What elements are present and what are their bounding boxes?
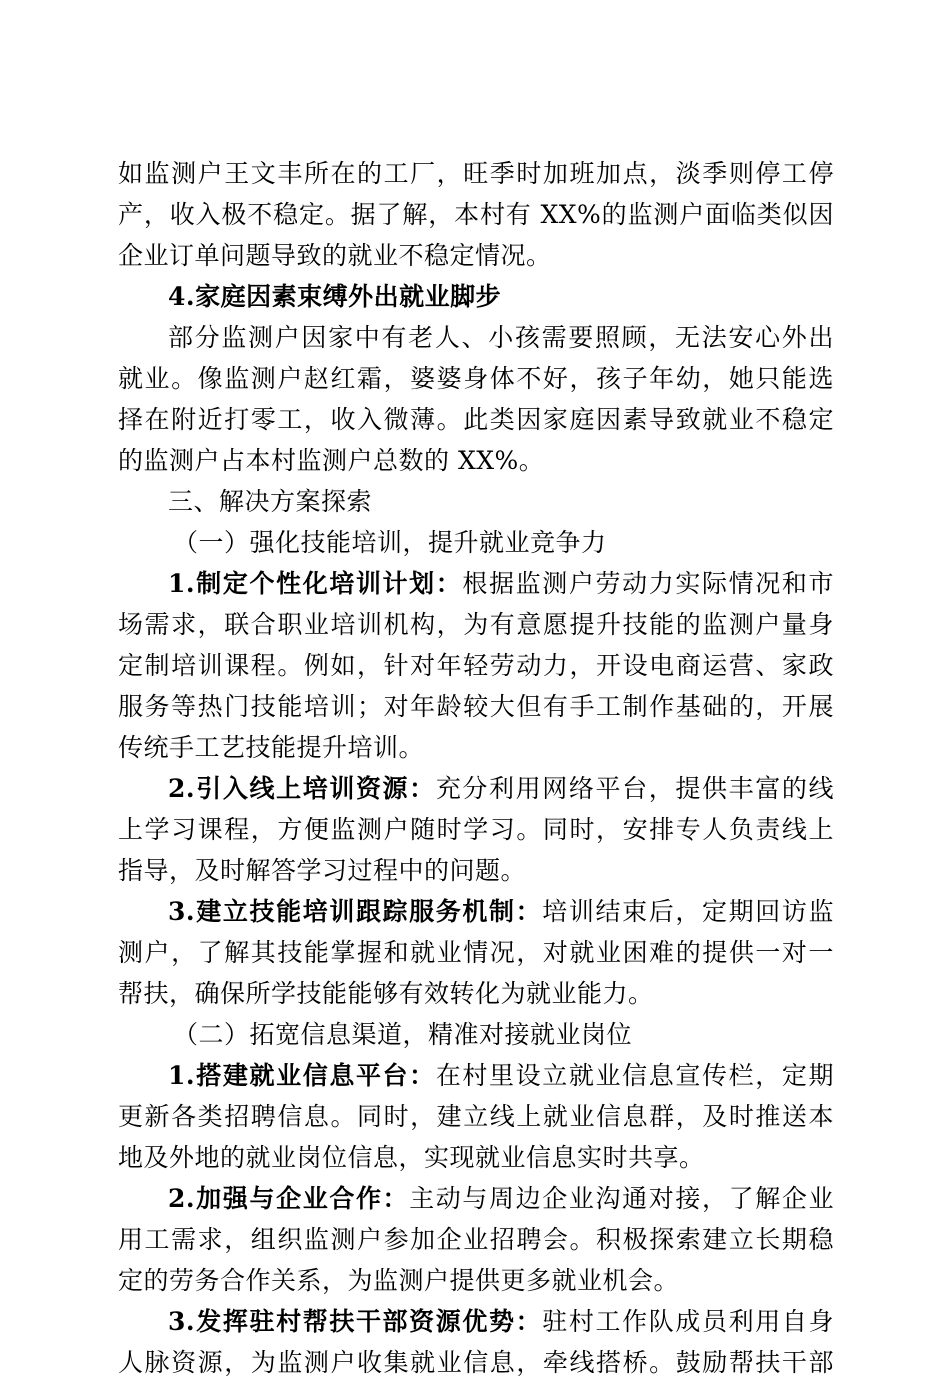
body-text-line: 测户，了解其技能掌握和就业情况，对就业困难的提供一对一 [118, 938, 834, 967]
list-item-title: 1.搭建就业信息平台： [168, 1061, 436, 1090]
list-item-text: 在村里设立就业信息宣传栏，定期 [435, 1061, 834, 1090]
body-text-line: 如监测户王文丰所在的工厂，旺季时加班加点，淡季则停工停 [118, 159, 834, 188]
subsection-heading: 4.家庭因素束缚外出就业脚步 [168, 282, 502, 311]
body-text-line: 地及外地的就业岗位信息，实现就业信息实时共享。 [118, 1143, 705, 1172]
section-heading: 三、解决方案探索 [168, 487, 373, 516]
body-text-line: 指导，及时解答学习过程中的问题。 [118, 856, 527, 885]
list-item-title: 2.加强与企业合作： [168, 1184, 410, 1213]
body-text-line: 场需求，联合职业培训机构，为有意愿提升技能的监测户量身 [118, 610, 834, 639]
list-item-first-line [118, 768, 834, 809]
list-item-text: 驻村工作队成员利用自身 [542, 1307, 834, 1336]
body-text-line: 就业。像监测户赵红霜，婆婆身体不好，孩子年幼，她只能选 [118, 364, 834, 393]
body-text-line: 传统手工艺技能提升培训。 [118, 733, 425, 762]
subsection-heading: （二）拓宽信息渠道，精准对接就业岗位 [173, 1020, 633, 1049]
body-text-line: 人脉资源，为监测户收集就业信息，牵线搭桥。鼓励帮扶干部 [118, 1348, 834, 1377]
list-item-first-line [118, 1178, 834, 1219]
body-text-line: 的监测户占本村监测户总数的 XX%。 [118, 446, 545, 475]
list-item-text: 充分利用网络平台，提供丰富的线 [435, 774, 834, 803]
body-text-line: 帮扶，确保所学技能能够有效转化为就业能力。 [118, 979, 654, 1008]
document-page [118, 153, 834, 1383]
list-item-title: 3.发挥驻村帮扶干部资源优势： [168, 1307, 543, 1336]
list-item-text: 根据监测户劳动力实际情况和市 [462, 569, 834, 598]
body-text-line: 用工需求，组织监测户参加企业招聘会。积极探索建立长期稳 [118, 1225, 834, 1254]
body-text-line: 择在附近打零工，收入微薄。此类因家庭因素导致就业不稳定 [118, 405, 834, 434]
list-item-text: 主动与周边企业沟通对接，了解企业 [409, 1184, 834, 1213]
body-text-line: 更新各类招聘信息。同时，建立线上就业信息群，及时推送本 [118, 1102, 834, 1131]
body-text-line: 定制培训课程。例如，针对年轻劳动力，开设电商运营、家政 [118, 651, 834, 680]
list-item-first-line [118, 891, 834, 932]
list-item-first-line [118, 563, 834, 604]
subsection-heading: （一）强化技能培训，提升就业竞争力 [173, 528, 607, 557]
list-item-title: 2.引入线上培训资源： [168, 774, 436, 803]
body-text-line: 部分监测户因家中有老人、小孩需要照顾，无法安心外出 [168, 323, 834, 352]
list-item-first-line [118, 1301, 834, 1342]
body-text-line: 上学习课程，方便监测户随时学习。同时，安排专人负责线上 [118, 815, 834, 844]
list-item-text: 培训结束后，定期回访监 [542, 897, 834, 926]
body-text-line: 定的劳务合作关系，为监测户提供更多就业机会。 [118, 1266, 680, 1295]
list-item-first-line [118, 1055, 834, 1096]
body-text-line: 产，收入极不稳定。据了解，本村有 XX%的监测户面临类似因 [118, 200, 834, 229]
list-item-title: 3.建立技能培训跟踪服务机制： [168, 897, 543, 926]
body-text-line: 企业订单问题导致的就业不稳定情况。 [118, 241, 552, 270]
body-text-line: 服务等热门技能培训；对年龄较大但有手工制作基础的，开展 [118, 692, 834, 721]
list-item-title: 1.制定个性化培训计划： [168, 569, 463, 598]
